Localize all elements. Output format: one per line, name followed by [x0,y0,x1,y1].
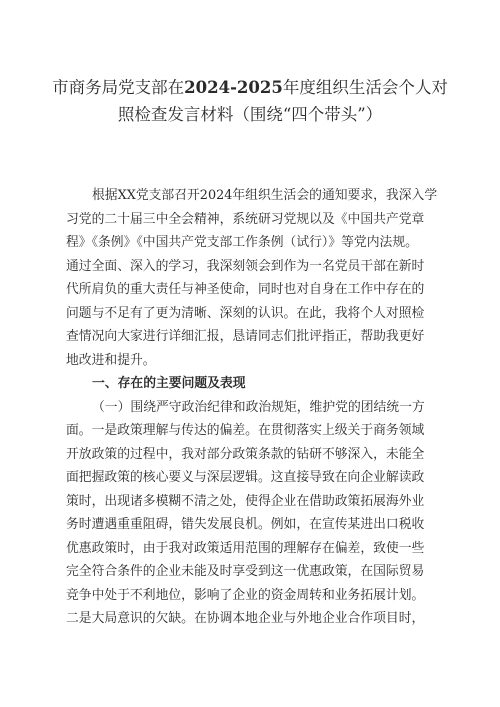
document-title [40,74,460,128]
body-line: 开放政策的过程中，我对部分政策条款的钻研不够深入，未能全 [66,446,425,462]
title-line-1: 市商务局党支部在2024-2025年度组织生活会个人对 [52,78,448,97]
document-body [66,184,446,631]
body-line: 问题与不足有了更为清晰、深刻的认识。在此，我将个人对照检 [66,305,425,321]
body-line: 完全符合条件的企业未能及时享受到这一优惠政策，在国际贸易 [66,564,425,579]
body-line: 策时，出现诸多模糊不清之处，使得企业在借助政策拓展海外业 [66,493,425,509]
body-line: 代所肩负的重大责任与神圣使命，同时也对自身在工作中存在的 [66,282,425,297]
body-line: 程》《条例》《中国共产党支部工作条例（试行）》等党内法规。 [66,235,418,250]
body-line: （一）围绕严守政治纪律和政治规矩，维护党的团结统一方 [92,399,425,415]
body-line: 面。一是政策理解与传达的偏差。在贯彻落实上级关于商务领域 [66,423,425,438]
body-line: 二是大局意识的欠缺。在协调本地企业与外地企业合作项目时， [66,611,425,626]
body-line: 务时遭遇重重阻碍，错失发展良机。例如，在宣传某进出口税收 [66,517,425,532]
body-line: 根据XX党支部召开2024年组织生活会的通知要求，我深入学 [92,188,438,203]
body-line: 竞争中处于不利地位，影响了企业的资金周转和业务拓展计划。 [66,587,425,603]
section-heading: 一、存在的主要问题及表现 [92,376,246,391]
body-line: 地改进和提升。 [66,352,156,368]
body-line: 通过全面、深入的学习，我深刻领会到作为一名党员干部在新时 [66,258,425,274]
body-line: 面把握政策的核心要义与深层逻辑。这直接导致在向企业解读政 [66,470,425,485]
title-line-2: 照检查发言材料（围绕“四个带头”） [117,105,383,124]
body-line: 查情况向大家进行详细汇报，恳请同志们批评指正，帮助我更好 [66,329,425,344]
body-line: 习党的二十届三中全会精神，系统研习党规以及《中国共产党章 [66,211,425,227]
body-line: 优惠政策时，由于我对政策适用范围的理解存在偏差，致使一些 [66,540,425,556]
